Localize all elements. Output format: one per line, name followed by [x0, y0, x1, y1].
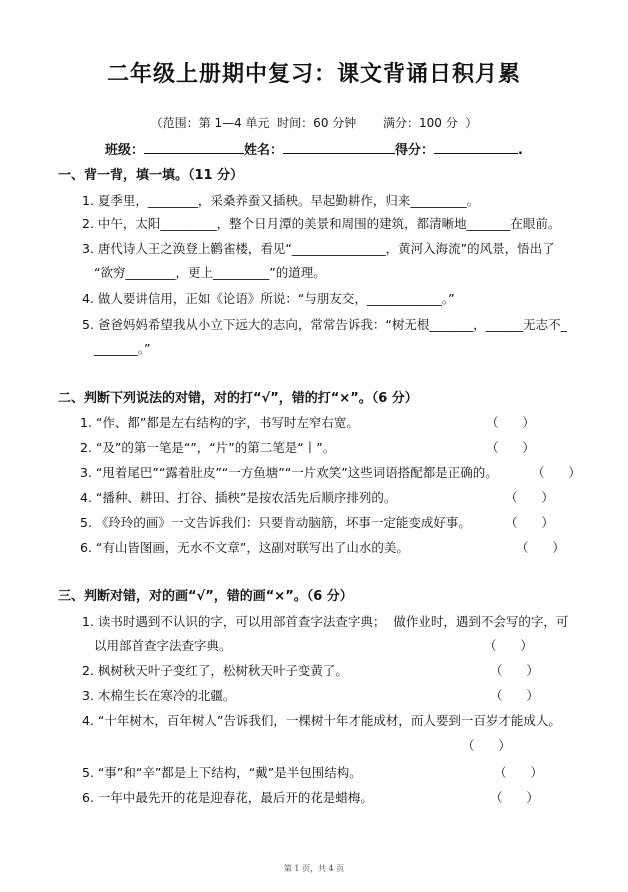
name-blank[interactable] [283, 140, 395, 154]
judge-item: 5. 《玲玲的画》一文告诉我们：只要肯动脑筋，坏事一定能变成好事。 [80, 515, 471, 530]
class-blank[interactable] [144, 140, 244, 154]
judge-item: 3. 木棉生长在寒冷的北疆。 [82, 688, 236, 703]
class-label: 班级： [105, 143, 145, 158]
fill-line: “欲穷________，更上_________”的道理。 [94, 265, 326, 280]
answer-paren[interactable]: （ ） [532, 465, 581, 480]
judge-item: 6. “有山皆图画，无水不文章”，这副对联写出了山水的美。 [80, 540, 409, 555]
page-title: 二年级上册期中复习：课文背诵日积月累 [106, 62, 521, 87]
student-info-row [0, 139, 628, 158]
section-3-heading: 三、判断对错，对的画“√”，错的画“×”。（6 分） [58, 589, 353, 604]
score-label: 得分： [395, 143, 435, 158]
judge-item: 1. “作、都”都是左右结构的字，书写时左窄右宽。 [80, 415, 359, 430]
name-label: 姓名： [244, 143, 284, 158]
answer-paren[interactable]: （ ） [516, 540, 565, 555]
answer-paren[interactable]: （ ） [462, 738, 511, 753]
section-1-heading: 一、背一背，填一填。（11 分） [58, 168, 244, 183]
exam-meta: （范围：第 1—4 单元 时间：60 分钟 满分：100 分 ） [150, 116, 478, 130]
judge-item: 4. “十年树木，百年树人”告诉我们，一棵树十年才能成材，而人要到一百岁才能成人。 [82, 713, 561, 728]
answer-paren[interactable]: （ ） [490, 790, 539, 805]
judge-item: 5. “事”和“辛”都是上下结构，“戴”是半包围结构。 [82, 765, 362, 780]
answer-paren[interactable]: （ ） [486, 415, 535, 430]
section-2-heading: 二、判断下列说法的对错，对的打“√”，错的打“×”。（6 分） [58, 391, 418, 406]
judge-item: 2. “及”的第一笔是“”，“片”的第二笔是“丨”。 [80, 440, 336, 455]
answer-paren[interactable]: （ ） [486, 440, 535, 455]
answer-paren[interactable]: （ ） [505, 490, 554, 505]
fill-line: 1. 夏季里，________，采桑养蚕又插秧。早起勤耕作，归来_________。 [82, 193, 480, 208]
fill-line: 5. 爸爸妈妈希望我从小立下远大的志向，常常告诉我：“树无根_______，______无志不_ [82, 317, 567, 332]
fill-line: 2. 中午，太阳_________，整个日月潭的美景和周围的建筑，都清晰地_______在眼前。 [82, 216, 561, 231]
judge-item-cont: 以用部首查字法查字典。 [94, 638, 232, 653]
score-blank[interactable] [434, 140, 518, 154]
fill-line: 4. 做人要讲信用，正如《论语》所说：“与朋友交，____________。” [82, 291, 455, 306]
fill-line: 3. 唐代诗人王之涣登上鹳雀楼，看见“_______________，黄河入海流”的风景，悟出了 [82, 241, 555, 256]
judge-item: 3. “甩着尾巴”“露着肚皮”“一方鱼塘”“一片欢笑”这些词语搭配都是正确的。 [80, 465, 498, 480]
answer-paren[interactable]: （ ） [505, 515, 554, 530]
answer-paren[interactable]: （ ） [484, 638, 533, 653]
answer-paren[interactable]: （ ） [494, 765, 543, 780]
row-end: . [518, 143, 523, 158]
judge-item: 2. 枫树秋天叶子变红了，松树秋天叶子变黄了。 [82, 663, 348, 678]
judge-item: 6. 一年中最先开的花是迎春花，最后开的花是蜡梅。 [82, 790, 373, 805]
page-footer: 第 1 页，共 4 页 [283, 864, 345, 873]
judge-item: 1. 读书时遇到不认识的字，可以用部首查字法查字典； 做作业时，遇到不会写的字，可 [82, 614, 569, 629]
answer-paren[interactable]: （ ） [490, 688, 539, 703]
judge-item: 4. “播种、耕田、打谷、插秧”是按农活先后顺序排列的。 [80, 490, 397, 505]
answer-paren[interactable]: （ ） [490, 663, 539, 678]
fill-line: _______。” [94, 341, 151, 356]
